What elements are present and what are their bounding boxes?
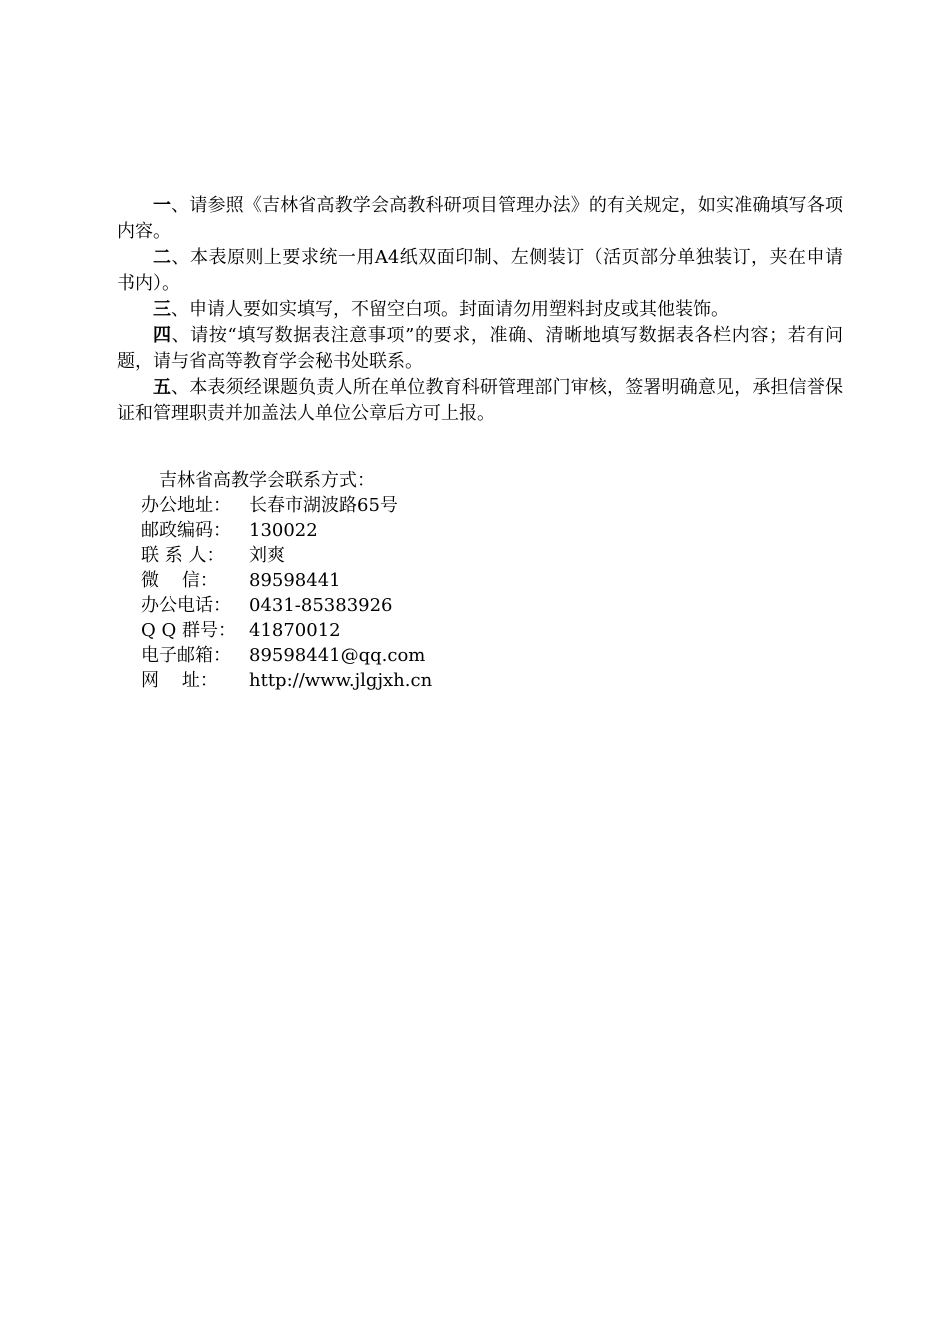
- contact-label: 办公地址：: [141, 495, 231, 516]
- contact-row-website: [141, 668, 741, 693]
- contact-label: 办公电话：: [141, 595, 231, 616]
- instructions-section: [117, 193, 843, 427]
- instruction-number: 二: [153, 247, 172, 268]
- contact-label: 联 系 人：: [141, 545, 225, 566]
- instruction-text: 、请按“填写数据表注意事项”的要求，准确、清晰地填写数据表各栏内容；若有问题，请与省高等教育学会秘书处联系。: [117, 325, 843, 372]
- contact-value: 89598441@qq.com: [249, 645, 426, 666]
- contact-label: Q Q 群号：: [141, 620, 236, 641]
- contact-value: 130022: [249, 520, 318, 541]
- contact-row-qq-group: [141, 618, 741, 643]
- contact-row-address: [141, 493, 741, 518]
- contact-label: 电子邮箱：: [141, 645, 231, 666]
- contact-label: 网 址：: [141, 670, 218, 691]
- contact-value: http://www.jlgjxh.cn: [249, 670, 433, 691]
- contact-row-postcode: [141, 518, 741, 543]
- instruction-number: 三: [153, 299, 171, 320]
- instruction-text: 、本表原则上要求统一用A4纸双面印制、左侧装订（活页部分单独装订，夹在申请书内）。: [117, 247, 844, 294]
- instruction-number: 五: [153, 377, 172, 398]
- contact-value: 刘爽: [249, 545, 285, 566]
- instruction-item-3: [117, 297, 843, 323]
- contact-label: 邮政编码：: [141, 520, 231, 541]
- contact-row-phone: [141, 593, 741, 618]
- contact-value: 89598441: [249, 570, 341, 591]
- contact-value: 长春市湖波路65号: [249, 495, 398, 516]
- contact-row-person: [141, 543, 741, 568]
- contact-row-wechat: [141, 568, 741, 593]
- instruction-item-4: [117, 323, 843, 375]
- instruction-item-2: [117, 245, 843, 297]
- contact-row-email: [141, 643, 741, 668]
- instruction-text: 、申请人要如实填写，不留空白项。封面请勿用塑料封皮或其他装饰。: [171, 299, 729, 320]
- instruction-number: 四: [153, 325, 172, 346]
- contact-section: [141, 468, 741, 693]
- instruction-item-1: [117, 193, 843, 245]
- contact-title: 吉林省高教学会联系方式：: [159, 470, 375, 491]
- contact-value: 0431-85383926: [249, 595, 393, 616]
- contact-label: 微 信：: [141, 570, 218, 591]
- instruction-number: 一: [153, 195, 172, 216]
- instruction-text: 、本表须经课题负责人所在单位教育科研管理部门审核，签署明确意见，承担信誉保证和管理职责并加盖法人单位公章后方可上报。: [117, 377, 844, 424]
- instruction-item-5: [117, 375, 843, 427]
- instruction-text: 、请参照《吉林省高教学会高教科研项目管理办法》的有关规定，如实准确填写各项内容。: [117, 195, 844, 242]
- contact-value: 41870012: [249, 620, 341, 641]
